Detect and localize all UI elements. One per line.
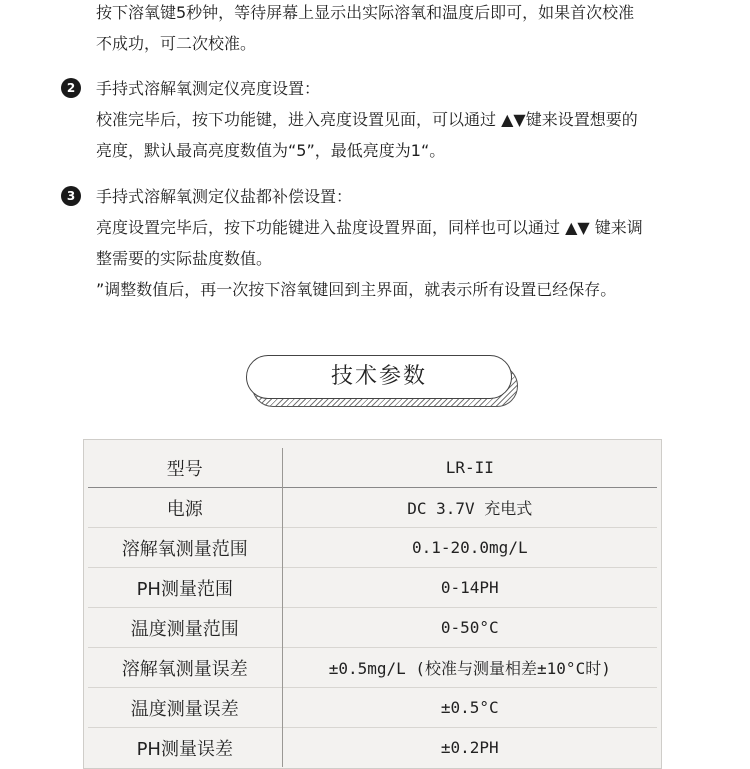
step-3-paragraph [96,181,643,305]
spec-value: ±0.5°C [282,688,657,728]
spec-value: DC 3.7V 充电式 [282,488,657,528]
spec-label: 溶解氧测量范围 [88,528,282,568]
spec-label: 型号 [88,448,282,488]
table-row [88,728,657,768]
table-row [88,488,657,528]
step-3-line: 亮度设置完毕后，按下功能键进入盐度设置界面，同样也可以通过 ▲▼ 键来调 [96,218,643,237]
step-2-paragraph [96,73,638,166]
spec-label: 电源 [88,488,282,528]
step-3-line: ”调整数值后，再一次按下溶氧键回到主界面，就表示所有设置已经保存。 [96,280,617,299]
spec-value: ±0.5mg/L (校准与测量相差±10°C时) [282,648,657,688]
section-title-badge [246,355,520,409]
step-3-title: 手持式溶解氧测定仪盐都补偿设置： [96,187,353,206]
spec-table-panel [83,439,662,769]
spec-label: 温度测量误差 [88,688,282,728]
step-2-line: 亮度，默认最高亮度数值为“5”，最低亮度为1“。 [96,141,446,160]
step-3-line: 整需要的实际盐度数值。 [96,249,273,268]
step-2-line: 校准完毕后，按下功能键，进入亮度设置见面，可以通过 ▲▼键来设置想要的 [96,110,638,129]
spec-value: 0-14PH [282,568,657,608]
intro-paragraph [96,0,634,59]
spec-value: 0-50°C [282,608,657,648]
spec-value: ±0.2PH [282,728,657,768]
spec-label: PH测量误差 [88,728,282,768]
step-2-number-badge: 2 [61,78,81,98]
step-3-number-badge: 3 [61,186,81,206]
spec-value: 0.1-20.0mg/L [282,528,657,568]
table-row [88,568,657,608]
table-row [88,608,657,648]
table-row [88,688,657,728]
spec-value: LR-II [445,458,494,477]
table-row [88,648,657,688]
table-row [88,528,657,568]
spec-table [88,448,657,767]
spec-label: 温度测量范围 [88,608,282,648]
section-title: 技术参数 [246,355,512,399]
step-2-title: 手持式溶解氧测定仪亮度设置： [96,79,321,98]
table-row [88,448,657,488]
intro-line: 按下溶氧键5秒钟，等待屏幕上显示出实际溶氧和温度后即可，如果首次校准 [96,3,635,22]
spec-label: 溶解氧测量误差 [88,648,282,688]
spec-label: PH测量范围 [88,568,282,608]
intro-line: 不成功，可二次校准。 [96,34,257,53]
